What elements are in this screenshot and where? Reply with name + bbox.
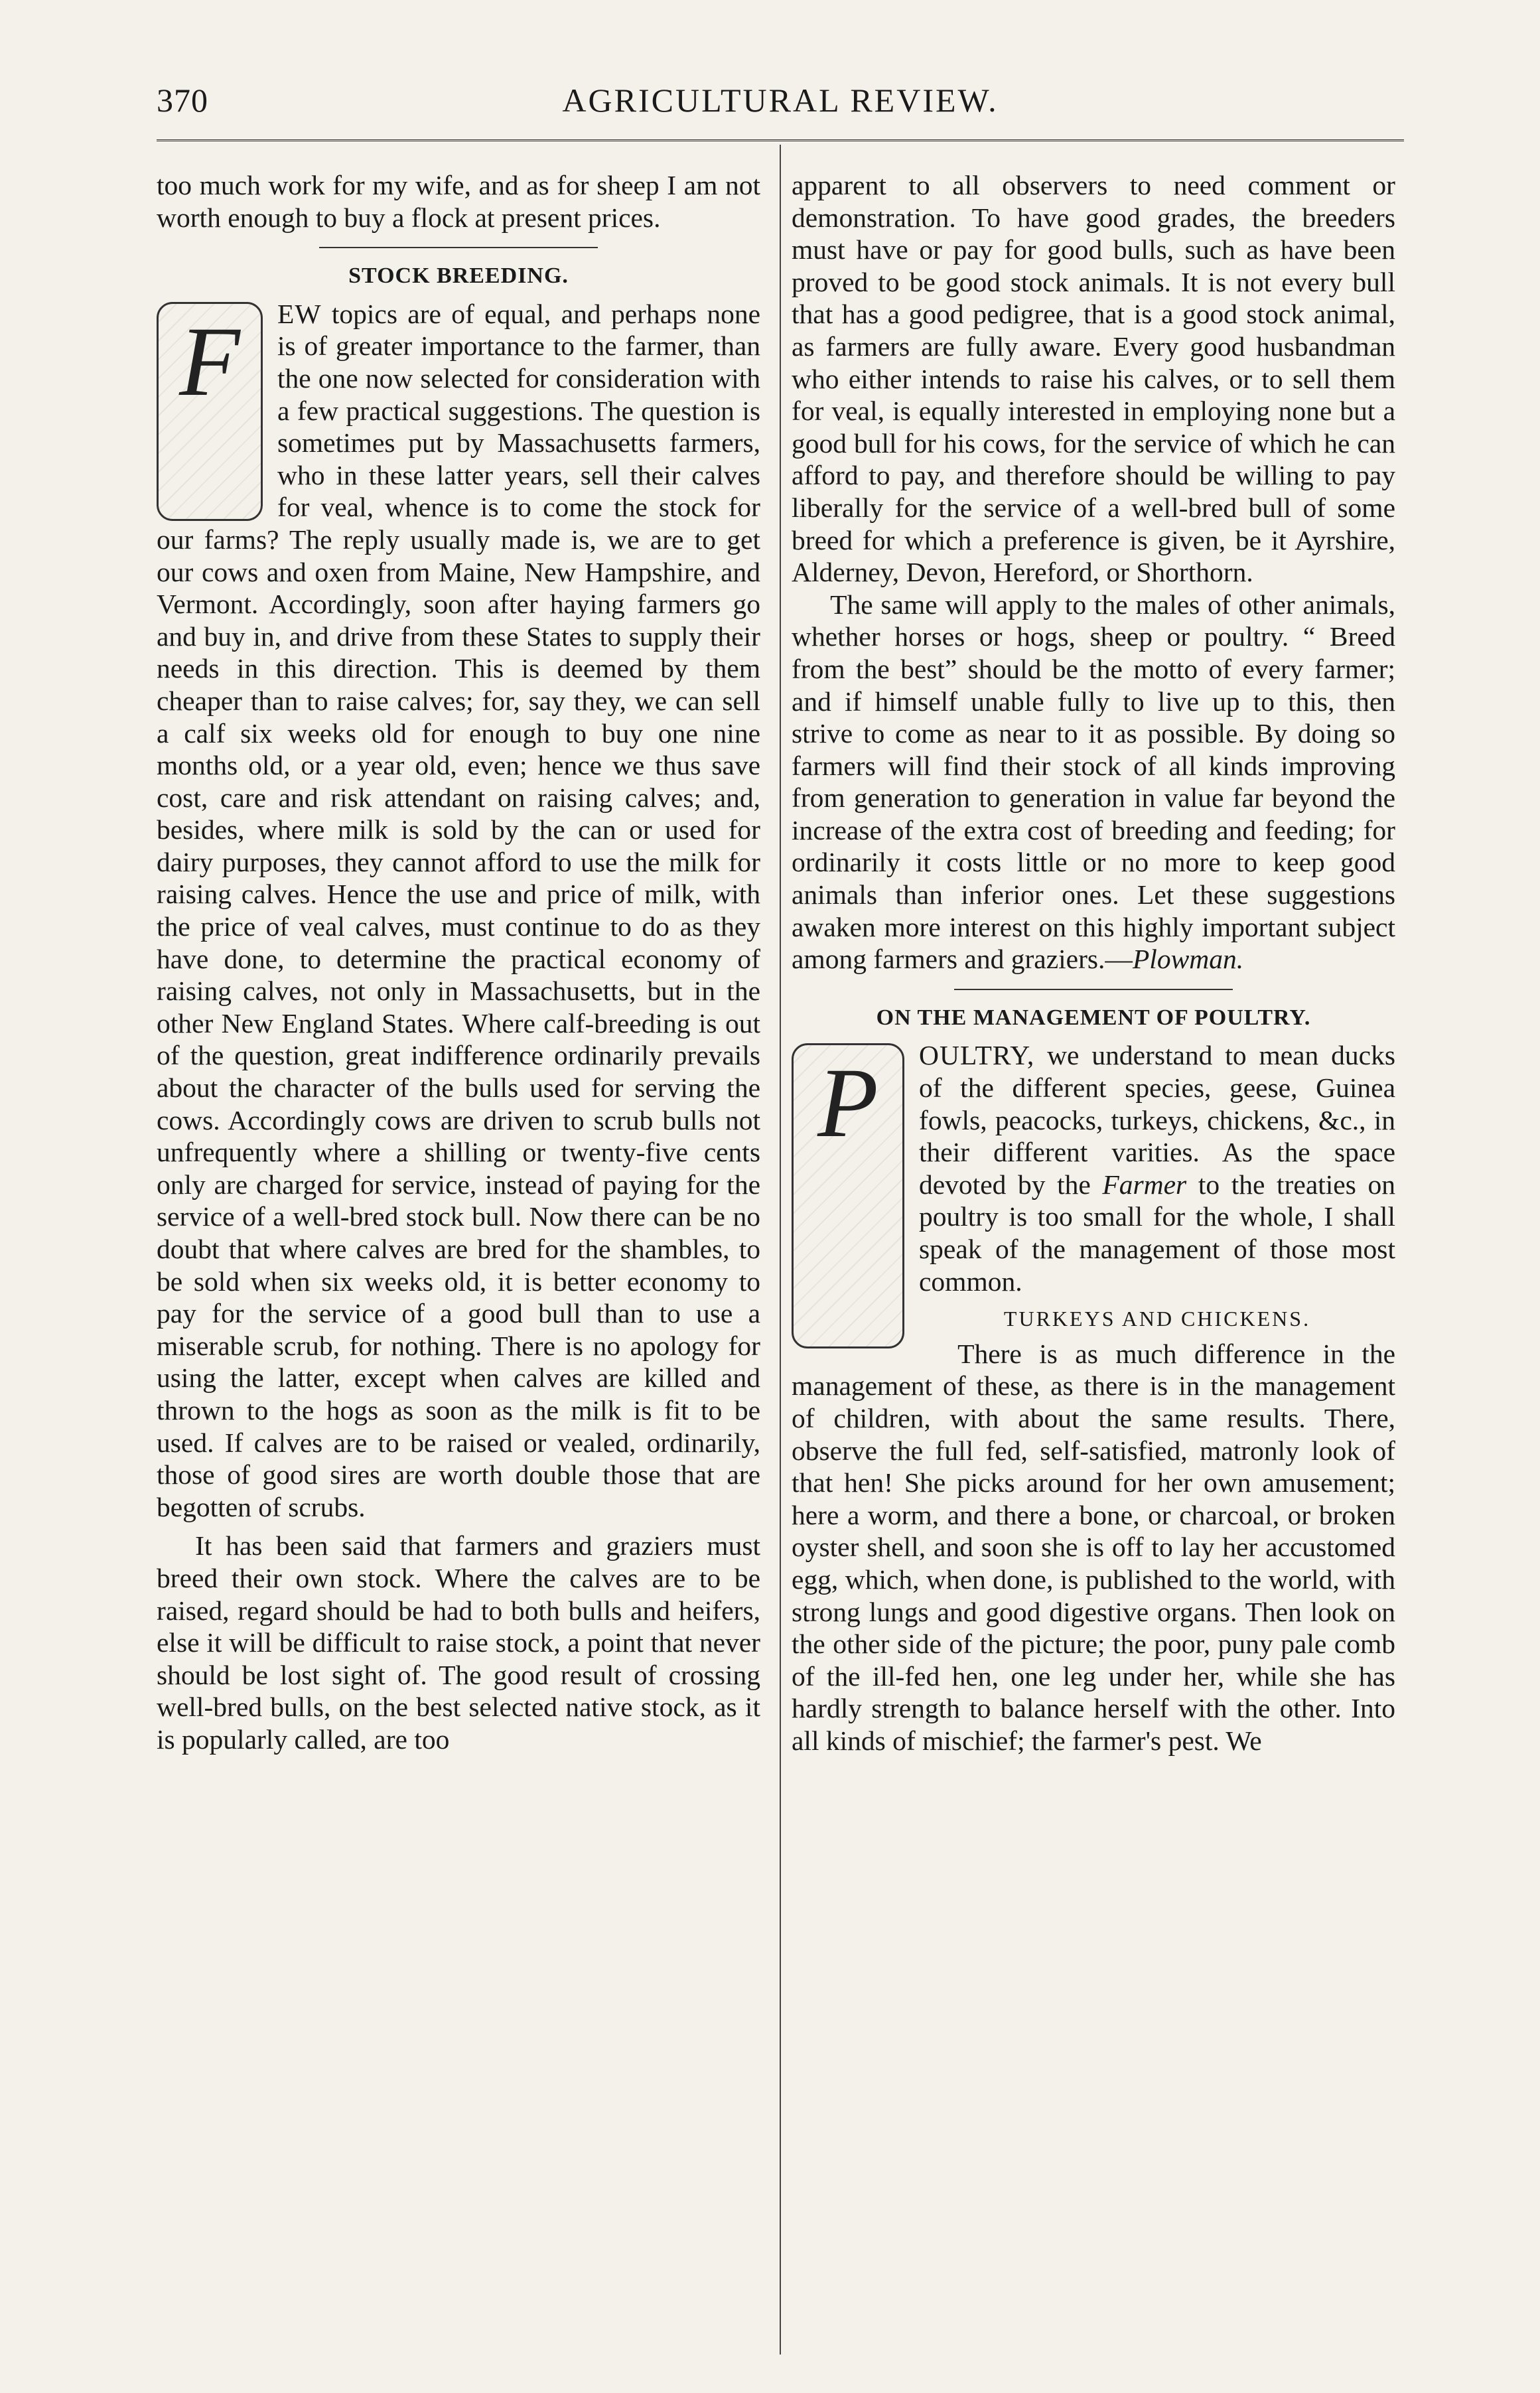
drop-first-word: OULTRY, bbox=[919, 1040, 1035, 1071]
source-attribution: Plowman. bbox=[1132, 944, 1244, 975]
section-rule bbox=[954, 989, 1233, 990]
ornamental-initial-f: F bbox=[157, 302, 263, 521]
stock-breeding-title: STOCK BREEDING. bbox=[348, 263, 569, 289]
section-rule bbox=[319, 247, 598, 248]
poultry-text-b: to the treaties on poultry is too small for the whole, I shall speak of the management of those most common. bbox=[919, 1169, 1395, 1297]
poultry-title: ON THE MANAGEMENT OF POULTRY. bbox=[876, 1005, 1311, 1030]
right-column bbox=[792, 169, 1395, 1757]
stock-breeding-paragraph-4 bbox=[792, 589, 1395, 976]
column-divider bbox=[780, 145, 781, 2355]
stock-breeding-paragraph-1-text: topics are of equal, and perhaps none is of greater importance to the farmer, than the one now selected for consideration with a few practical suggestions. The question is sometimes put by Massachusetts farmers, who in these latter years, sell their calves for veal, whence is to come the stock for our farms? The reply usually made is, we are to get our cows and oxen from Maine, New Hampshire, and Vermont. Accordingly, soon after haying farmers go and buy in, and drive from these States to supply their needs in this direction. This is deemed by them cheaper than to raise calves; for, say they, we can sell a calf six weeks old for enough to buy one nine months old, or a year old, even; hence we thus save cost, care and risk attendant on raising calves; and, besides, where milk is sold by the can or used for dairy purposes, they cannot afford to use the milk for raising calves. Hence the use and price of milk, with the price of veal calves, must continue to do as they have done, to determine the practical economy of raising calves, not only in Massachusetts, but in the other New England States. Where calf-breeding is out of the question, great indifference ordinarily prevails about the character of the bulls used for serving the cows. Accordingly cows are driven to scrub bulls not unfrequently where a shilling or twenty-five cents only are charged for service, instead of paying for the service of a well-bred stock bull. Now there can be no doubt that where calves are bred for the shambles, to be sold when six weeks old, it is better economy to pay for the service of a good bull than to use a miserable scrub, for nothing. There is no apology for using the latter, except when calves are killed and thrown to the hogs as soon as the milk is fit to be used. If calves are to be raised or vealed, ordinarily, those of good sires are worth double those that are begotten of scrubs. bbox=[157, 298, 760, 1522]
turkeys-chickens-heading: TURKEYS AND CHICKENS. bbox=[1003, 1307, 1311, 1331]
running-head: AGRICULTURAL REVIEW. bbox=[562, 82, 999, 119]
paragraph-4-text: The same will apply to the males of other animals, whether horses or hogs, sheep or poultry. “ Breed from the best” should be the motto of every farmer; and if himself unable fully to live up to this, then strive to come as near to it as possible. By doing so farmers will find their stock of all kinds improving from generation to generation in value far beyond the increase of the extra cost of breeding and feeding; for ordinarily it costs little or no more to keep good animals than inferior ones. Let these suggestions awaken more interest on this highly important subject among farmers and graziers.— bbox=[792, 589, 1395, 975]
page-header bbox=[157, 74, 1404, 134]
page-number: 370 bbox=[157, 82, 208, 119]
header-rule bbox=[157, 139, 1404, 141]
stock-breeding-paragraph-2: It has been said that farmers and graziers must breed their own stock. Where the calves are to be raised, regard should be had to both bulls and heifers, else it will be difficult to raise stock, a point that never should be lost sight of. The good result of crossing well-bred bulls, on the best selected native stock, as it is popularly called, are too bbox=[157, 1530, 760, 1755]
stock-breeding-paragraph-3: apparent to all observers to need comment or demonstration. To have good grades, the breeders must have or pay for good bulls, such as have been proved to be good stock animals. It is not every bull that has a good pedigree, that is a good stock animal, as farmers are fully aware. Every good husbandman who either intends to raise his calves, or to sell them for veal, is equally interested in employing none but a good bull for his cows, for the service of which he can afford to pay, and therefore should be willing to pay liberally for the service of a well-bred bull of some breed for which a preference is given, be it Ayrshire, Alderney, Devon, Hereford, or Shorthorn. bbox=[792, 170, 1395, 588]
poultry-paragraph-1 bbox=[792, 1039, 1395, 1297]
farmer-italic: Farmer bbox=[1102, 1169, 1187, 1200]
continued-paragraph: too much work for my wife, and as for sheep I am not worth enough to buy a flock at present prices. bbox=[157, 170, 760, 233]
left-column bbox=[157, 169, 760, 1756]
stock-breeding-paragraph-1 bbox=[157, 298, 760, 1524]
drop-first-word: EW bbox=[277, 298, 322, 329]
poultry-paragraph-2: There is as much difference in the management of these, as there is in the management of children, with about the same results. There, observe the full fed, self-satisfied, matronly look of that hen! She picks around for her own amusement; here a worm, and there a bone, or charcoal, or broken oyster shell, and soon she is off to lay her accustomed egg, which, when done, is published to the world, with strong lungs and good digestive organs. Then look on the other side of the picture; the poor, puny pale comb of the ill-fed hen, one leg under her, while she has hardly strength to balance herself with the other. Into all kinds of mischief; the farmer's pest. We bbox=[792, 1338, 1395, 1756]
poultry-text-a: we understand to mean ducks of the different species, geese, Guinea fowls, peacocks, turkeys, chickens, &c., in their different varities. As the space devoted by the bbox=[919, 1040, 1395, 1200]
ornamental-initial-p: P bbox=[792, 1043, 904, 1348]
